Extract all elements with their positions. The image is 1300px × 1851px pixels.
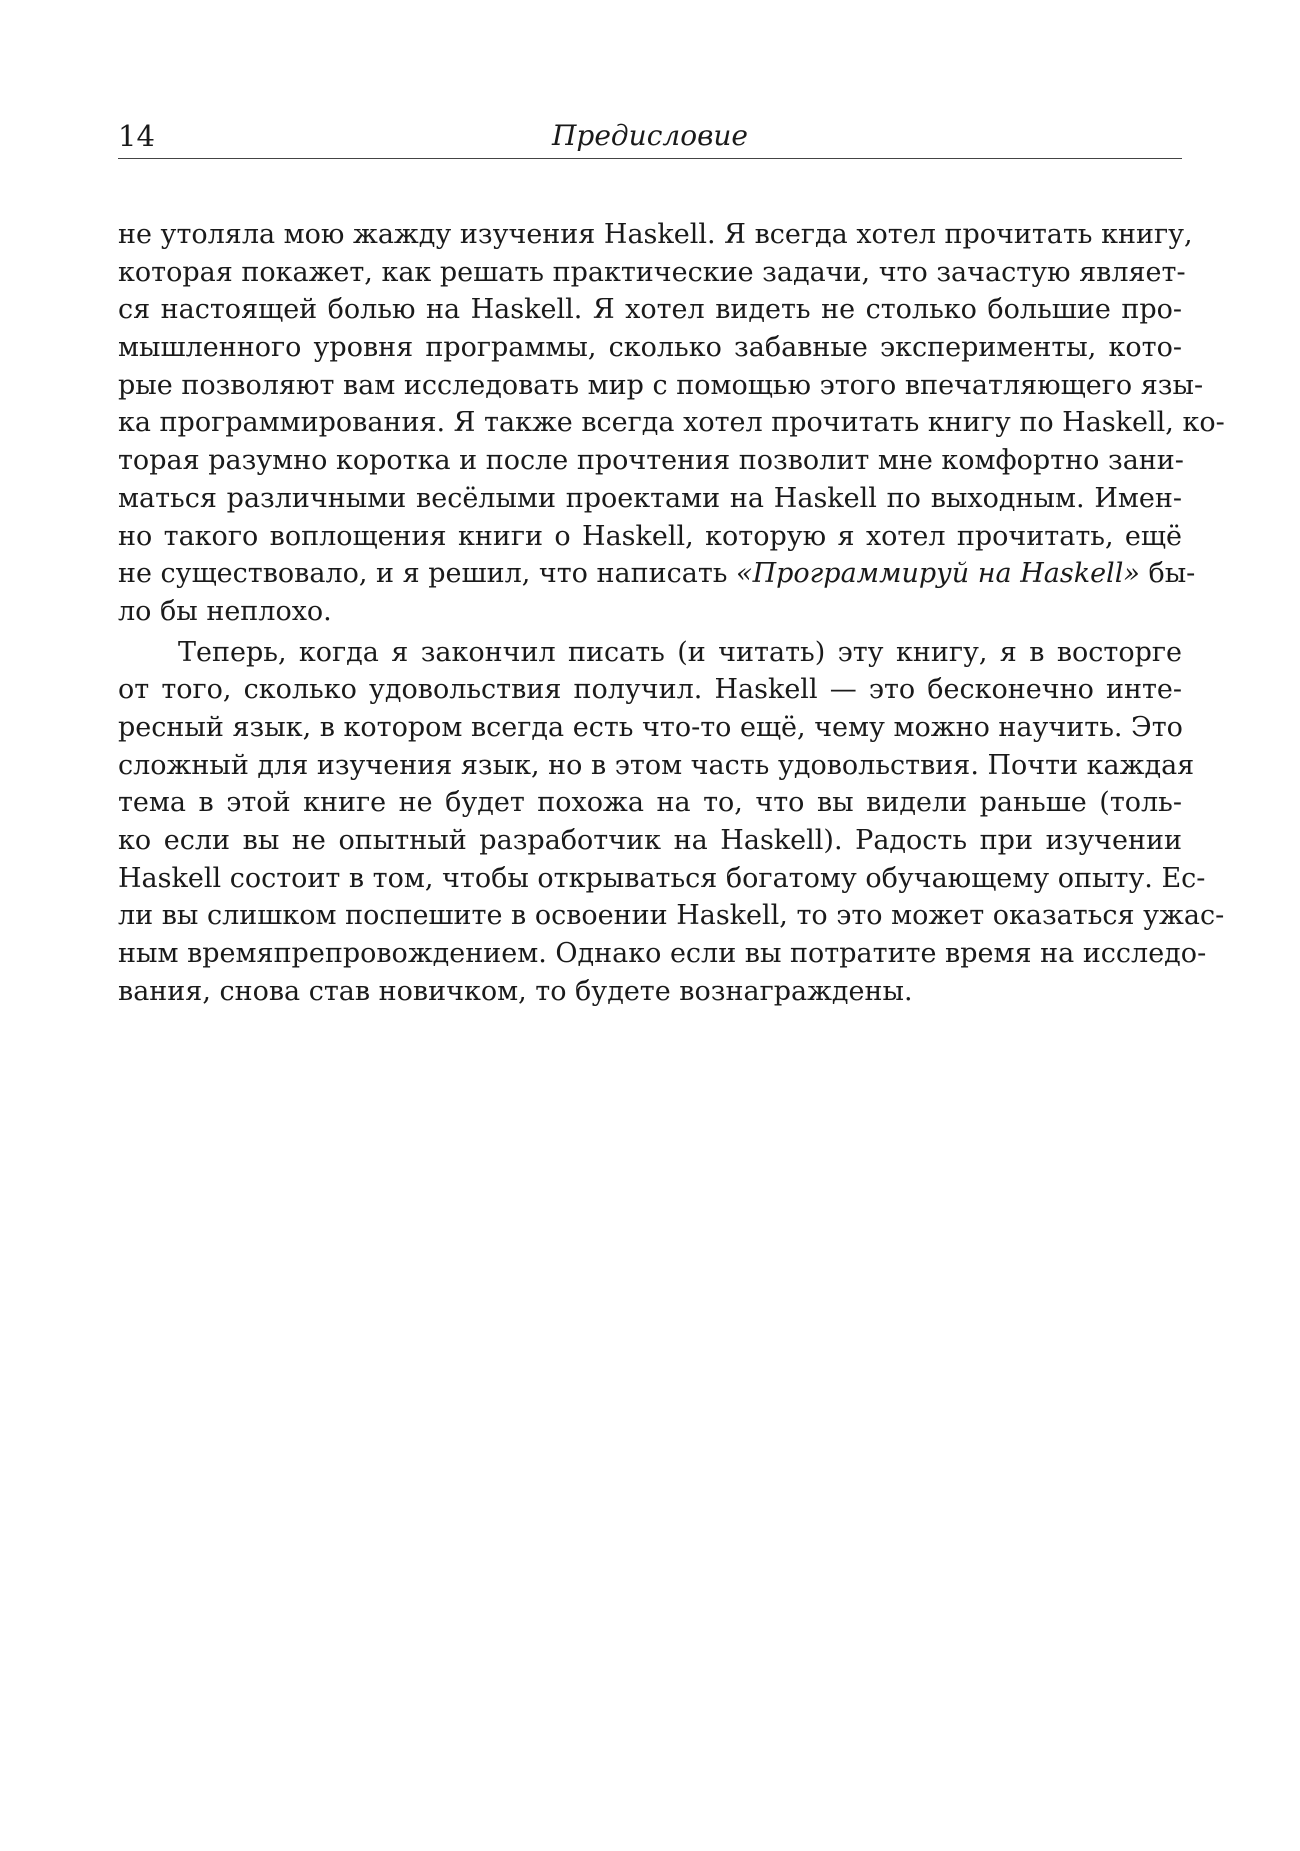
text-segment: бы- — [1139, 558, 1196, 590]
text-line — [118, 442, 1182, 480]
text-segment: ся настоящей болью на Haskell. Я хотел видеть не столько большие про- — [118, 294, 1182, 326]
text-segment: рые позволяют вам исследовать мир с помощью этого впечатляющего язы- — [118, 369, 1204, 401]
text-segment: от того, сколько удовольствия получил. Haskell — это бесконечно инте- — [118, 674, 1182, 706]
body-text — [118, 216, 1225, 1010]
text-line — [118, 822, 1182, 860]
text-line — [118, 634, 1182, 672]
text-segment: вания, снова став новичком, то будете вознаграждены. — [118, 975, 913, 1007]
text-segment: но такого воплощения книги о Haskell, которую я хотел прочитать, ещё — [118, 520, 1182, 552]
text-line — [118, 216, 1193, 254]
text-segment: которая покажет, как решать практические задачи, что зачастую являет- — [118, 256, 1186, 288]
text-segment: мышленного уровня программы, сколько забавные эксперименты, кото- — [118, 332, 1182, 364]
chapter-title: Предисловие — [552, 119, 748, 152]
text-line — [118, 935, 1207, 973]
text-segment: тема в этой книге не будет похожа на то, что вы видели раньше (толь- — [118, 787, 1182, 819]
text-line — [118, 747, 1195, 785]
text-line — [118, 518, 1182, 556]
text-line — [118, 480, 1182, 518]
text-line — [118, 329, 1182, 367]
text-segment: не утоляла мою жажду изучения Haskell. Я всегда хотел прочитать книгу, — [118, 219, 1193, 250]
text-line — [118, 784, 1182, 822]
book-title-italic: «Программируй на Haskell» — [736, 558, 1140, 590]
text-segment: не существовало, и я решил, что написать — [118, 558, 737, 590]
text-line — [118, 593, 1182, 631]
text-line — [118, 973, 1182, 1011]
text-line — [118, 404, 1225, 442]
text-segment: ко если вы не опытный разработчик на Haskell). Радость при изучении — [118, 825, 1182, 856]
paragraph — [118, 634, 1225, 1011]
text-segment: ло бы неплохо. — [118, 595, 332, 627]
text-line — [118, 555, 1196, 593]
text-segment: ресный язык, в котором всегда есть что-то ещё, чему можно научить. Это — [118, 711, 1183, 743]
paragraph — [118, 216, 1225, 631]
text-line — [118, 709, 1182, 747]
text-line — [118, 897, 1225, 935]
text-line — [118, 254, 1186, 292]
text-segment: ным времяпрепровождением. Однако если вы потратите время на исследо- — [118, 938, 1207, 970]
text-segment: сложный для изучения язык, но в этом часть удовольствия. Почти каждая — [118, 749, 1195, 781]
text-line — [118, 860, 1206, 898]
text-segment: торая разумно коротка и после прочтения позволит мне комфортно зани- — [118, 445, 1184, 477]
running-header — [118, 118, 1182, 159]
text-segment: Haskell состоит в том, чтобы открываться богатому обучающему опыту. Ес- — [118, 862, 1206, 894]
text-segment: Теперь, когда я закончил писать (и читать) эту книгу, я в восторге — [178, 636, 1182, 668]
page-number: 14 — [118, 119, 155, 153]
text-segment: маться различными весёлыми проектами на Haskell по выходным. Имен- — [118, 482, 1182, 514]
text-segment: ка программирования. Я также всегда хотел прочитать книгу по Haskell, ко- — [118, 407, 1225, 439]
text-segment: ли вы слишком поспешите в освоении Haskell, то это может оказаться ужас- — [118, 900, 1225, 932]
text-line — [118, 671, 1182, 709]
text-line — [118, 367, 1204, 405]
text-line — [118, 291, 1182, 329]
